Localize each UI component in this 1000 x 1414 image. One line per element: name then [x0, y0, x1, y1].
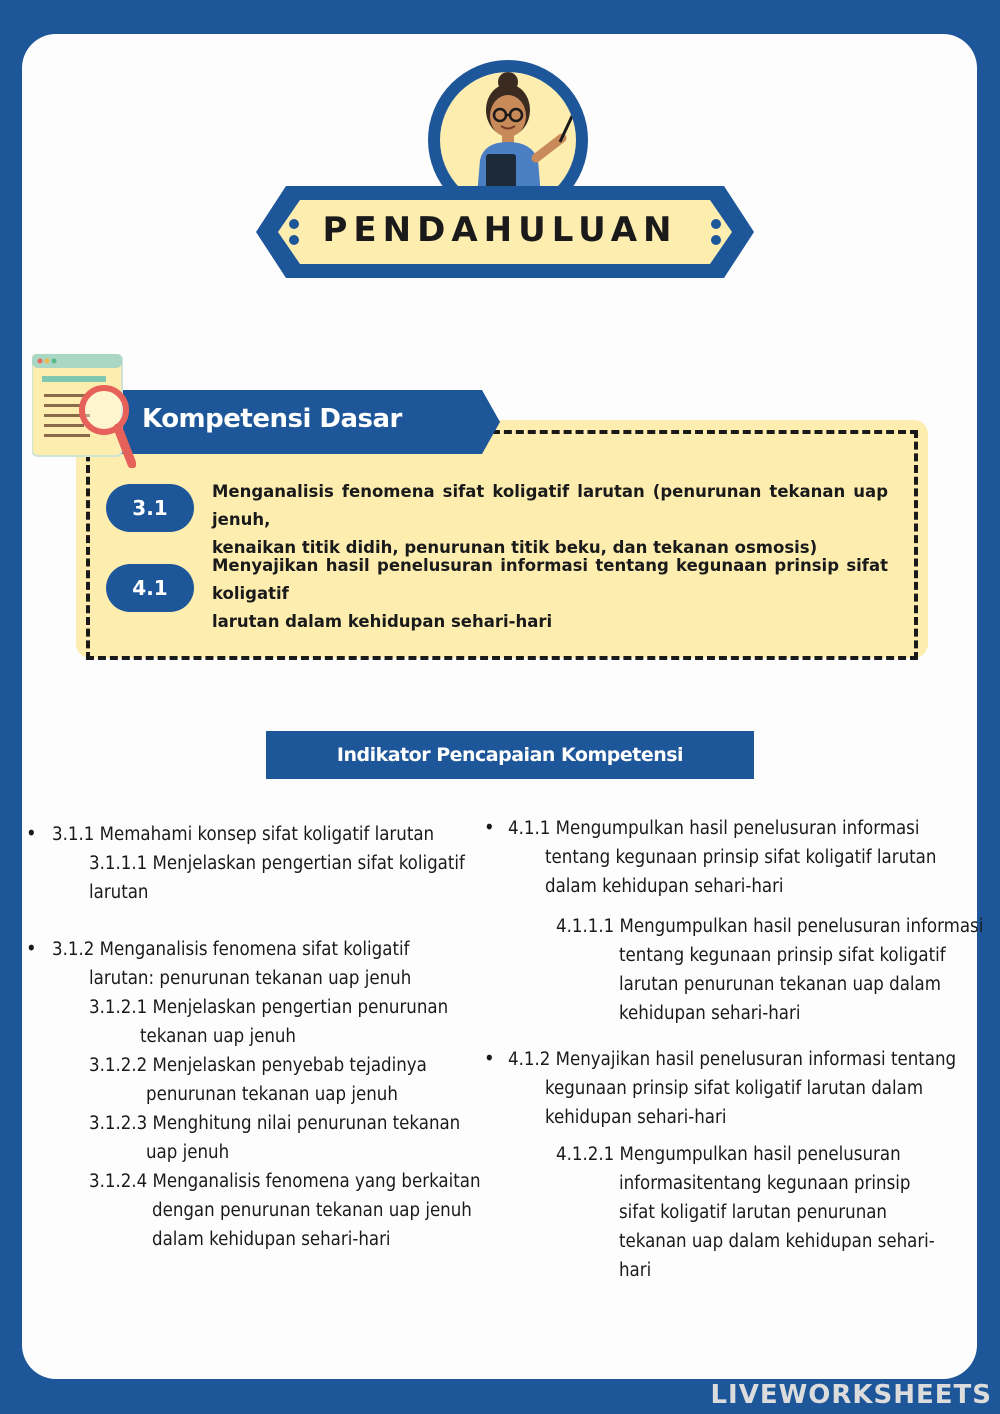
indicator-continuation: penurunan tekanan uap jenuh: [146, 1084, 398, 1105]
indicator-continuation: sifat koligatif larutan penurunan: [619, 1202, 887, 1223]
indicator-continuation: larutan: [89, 882, 149, 903]
indicator-subitem: 3.1.2.2 Menjelaskan penyebab tejadinya: [89, 1055, 427, 1076]
bullet-icon: •: [26, 936, 37, 960]
indicator-subitem: 4.1.2.1 Mengumpulkan hasil penelusuran: [556, 1144, 901, 1165]
indicator-continuation: tekanan uap jenuh: [140, 1026, 296, 1047]
kd-heading: Kompetensi Dasar: [142, 404, 402, 434]
indicator-subitem: 4.1.1.1 Mengumpulkan hasil penelusuran informasi: [556, 916, 984, 937]
indicator-subitem: 3.1.2.1 Menjelaskan pengertian penurunan: [89, 997, 449, 1018]
watermark: LIVEWORKSHEETS: [710, 1380, 992, 1410]
indicator-continuation: dalam kehidupan sehari-hari: [545, 876, 784, 897]
page-title: PENDAHULUAN: [322, 210, 678, 250]
indicator-item: 4.1.2 Menyajikan hasil penelusuran informasi tentang: [508, 1049, 957, 1070]
indicator-continuation: kehidupan sehari-hari: [619, 1003, 801, 1024]
kd-description: Menganalisis fenomena sifat koligatif larutan (penurunan tekanan uap jenuh, kenaikan titik didih, penurunan titik beku, dan tekanan osmosis): [212, 482, 888, 557]
indicator-subitem: 3.1.2.3 Menghitung nilai penurunan tekanan: [89, 1113, 461, 1134]
indicator-continuation: dengan penurunan tekanan uap jenuh: [152, 1200, 472, 1221]
indicator-subitem: 3.1.1.1 Menjelaskan pengertian sifat koligatif: [89, 853, 465, 874]
indicator-continuation: kehidupan sehari-hari: [545, 1107, 727, 1128]
indicator-continuation: tekanan uap dalam kehidupan sehari-: [619, 1231, 935, 1252]
indicator-item: 3.1.1 Memahami konsep sifat koligatif larutan: [52, 824, 435, 845]
indicator-continuation: tentang kegunaan prinsip sifat koligatif larutan: [545, 847, 937, 868]
kd-code-badge: 3.1: [106, 484, 194, 532]
indicator-subitem: 3.1.2.4 Menganalisis fenomena yang berkaitan: [89, 1171, 481, 1192]
bullet-icon: •: [484, 815, 495, 839]
kd-code-badge: 4.1: [106, 564, 194, 612]
indicator-continuation: dalam kehidupan sehari-hari: [152, 1229, 391, 1250]
indicator-item: 3.1.2 Menganalisis fenomena sifat koligatif: [52, 939, 410, 960]
bullet-icon: •: [26, 821, 37, 845]
kd-description: Menyajikan hasil penelusuran informasi tentang kegunaan prinsip sifat koligatif larutan dalam kehidupan sehari-hari: [212, 556, 888, 631]
indicator-continuation: larutan: penurunan tekanan uap jenuh: [89, 968, 412, 989]
indicator-continuation: informasitentang kegunaan prinsip: [619, 1173, 911, 1194]
indicator-item: 4.1.1 Mengumpulkan hasil penelusuran informasi: [508, 818, 920, 839]
indicator-continuation: kegunaan prinsip sifat koligatif larutan dalam: [545, 1078, 924, 1099]
indicator-continuation: larutan penurunan tekanan uap dalam: [619, 974, 941, 995]
indicator-continuation: hari: [619, 1260, 652, 1281]
bullet-icon: •: [484, 1046, 495, 1070]
ipk-heading: Indikator Pencapaian Kompetensi: [266, 731, 754, 779]
indicator-continuation: uap jenuh: [146, 1142, 230, 1163]
kd-dashed-top: [480, 430, 918, 434]
indicator-continuation: tentang kegunaan prinsip sifat koligatif: [619, 945, 946, 966]
document-search-icon: [32, 354, 136, 468]
